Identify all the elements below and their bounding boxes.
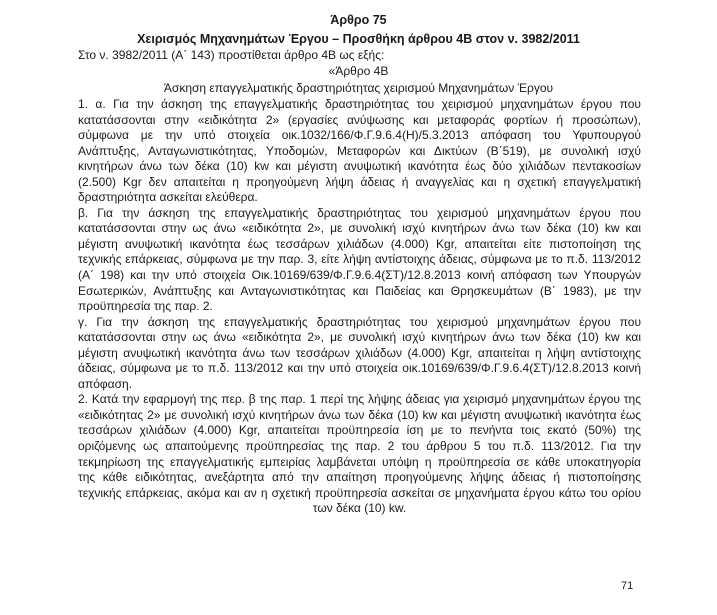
new-article-heading: «Άρθρο 4Β — [328, 64, 389, 78]
paragraph-line: απόφαση. — [78, 376, 133, 391]
paragraph-line: Εσωτερικών, Ανάπτυξης και Ανταγωνιστικότητας και Παιδείας και Θρησκευμάτων (Β΄ 1983), με την — [78, 283, 641, 298]
paragraph — [78, 315, 641, 393]
paragraph — [78, 392, 641, 516]
paragraph — [78, 206, 641, 315]
article-intro: Στο ν. 3982/2011 (Α΄ 143) προστίθεται άρθρο 4Β ως εξής: — [78, 48, 385, 62]
paragraph-line: άδειας, σύμφωνα με το π.δ. 113/2012 και την υπό στοιχεία οικ.10169/639/Φ.Γ.9.6.4(ΣΤ)/12.8.2013 κοινή — [78, 361, 641, 376]
paragraph-line: οριζόμενης ως απαιτούμενης προϋπηρεσίας της παρ. 2 του άρθρου 5 του π.δ. 113/2012. Για την — [78, 439, 641, 454]
paragraph-line: κινητήρων άνω των δέκα (10) kw και μέγιστη ανυψωτική ικανότητα έως δύο χιλιάδων πεντακοσίων — [78, 159, 641, 174]
paragraph-line: μέγιστη ανυψωτική ικανότητα άνω των τεσσάρων χιλιάδων (4.000) Kgr, απαιτείται η λήψη αντίστοιχης — [78, 345, 641, 360]
page-number: 71 — [621, 580, 634, 592]
paragraph-line: κατατάσσονται στην «ειδικότητα 2» (εργασίες ανύψωσης και μεταφοράς φορτίων ή προσώπων), — [78, 112, 641, 127]
new-article-title: Άσκηση επαγγελματικής δραστηριότητας χειρισμού Μηχανημάτων Έργου — [163, 81, 554, 95]
paragraph-line: 2. Κατά την εφαρμογή της περ. β της παρ. 1 περί της λήψης άδειας για χειρισμό μηχανημάτων έργου της — [78, 392, 641, 407]
paragraph-line: μέγιστη ανυψωτική ικανότητα έως τεσσάρων χιλιάδων (4.000) Kgr, απαιτείται είτε πιστοποίηση της — [78, 236, 641, 251]
paragraph-line: της κάθε ειδικότητας, ανεξάρτητα από την απαίτηση προηγούμενης λήψης άδειας ή πιστοποίησης — [78, 470, 641, 485]
article-number: Άρθρο 75 — [330, 13, 387, 27]
paragraph — [78, 97, 641, 206]
paragraph-line: «ειδικότητας 2» με συνολική ισχύ κινητήρων άνω των δέκα (10) kw και μέγιστη ανυψωτική ικανότητα έως — [78, 407, 641, 422]
paragraph-line: (2.500) Kgr δεν απαιτείται η προηγούμενη λήψη άδειας ή αναγγελίας και η σχετική επαγγελματική — [78, 174, 641, 189]
paragraph-line: σύμφωνα με την υπό στοιχεία οικ.1032/166/Φ.Γ.9.6.4(Η)/5.3.2013 απόφαση του Υφυπουργού — [78, 128, 641, 143]
paragraph-line: τεσσάρων χιλιάδων (4.000) Kgr, απαιτείται προϋπηρεσία ίση με το πενήντα τοις εκατό (50%) της — [78, 423, 641, 438]
paragraph-line: τεκμηρίωση της επαγγελματικής εμπειρίας λαμβάνεται υπόψη η προϋπηρεσία σε κάθε υποκατηγορία — [78, 454, 641, 469]
paragraph-line: (Α΄ 198) και την υπό στοιχεία Οικ.10169/639/Φ.Γ.9.6.4(ΣΤ)/12.8.2013 κοινή απόφαση των Υπουργών — [78, 268, 641, 283]
paragraph-line: δραστηριότητα ασκείται ελεύθερα. — [78, 190, 258, 205]
article-title: Χειρισμός Μηχανημάτων Έργου – Προσθήκη άρθρου 4Β στον ν. 3982/2011 — [137, 32, 580, 46]
paragraph-line: προϋπηρεσία της παρ. 2. — [78, 299, 213, 314]
paragraph-line: β. Για την άσκηση της επαγγελματικής δραστηριότητας του χειρισμού μηχανημάτων έργου που — [78, 205, 641, 220]
paragraph-line: Ανάπτυξης, Ανταγωνιστικότητας, Υποδομών, Μεταφορών και Δικτύων (Β΄519), με συνολική ισχύ — [78, 143, 641, 158]
paragraph-line: κατατάσσονται στην ως άνω «ειδικότητα 2», με συνολική ισχύ κινητήρων άνω των δέκα (10) kw και — [78, 330, 641, 345]
paragraph-line: τεχνικής επάρκειας, ακόμα και αν η σχετική προϋπηρεσία ασκείται σε μηχανήματα έργου κάτω του ορίου — [78, 485, 641, 500]
paragraph-line: τεχνικής επάρκειας, σύμφωνα με την παρ. 3, είτε λήψη αντίστοιχης άδειας, σύμφωνα με το π.δ. 113/2012 — [78, 252, 641, 267]
paragraph-line: 1. α. Για την άσκηση της επαγγελματικής δραστηριότητας του χειρισμού μηχανημάτων έργου που — [78, 97, 641, 111]
paragraph-line: των δέκα (10) kw. — [312, 501, 407, 516]
paragraph-line: κατατάσσονται στην ως άνω «ειδικότητα 2», με συνολική ισχύ κινητήρων άνω των δέκα (10) kw και — [78, 221, 641, 236]
paragraph-line: γ. Για την άσκηση της επαγγελματικής δραστηριότητας του χειρισμού μηχανημάτων έργου που — [78, 314, 641, 329]
article-body — [78, 97, 641, 517]
